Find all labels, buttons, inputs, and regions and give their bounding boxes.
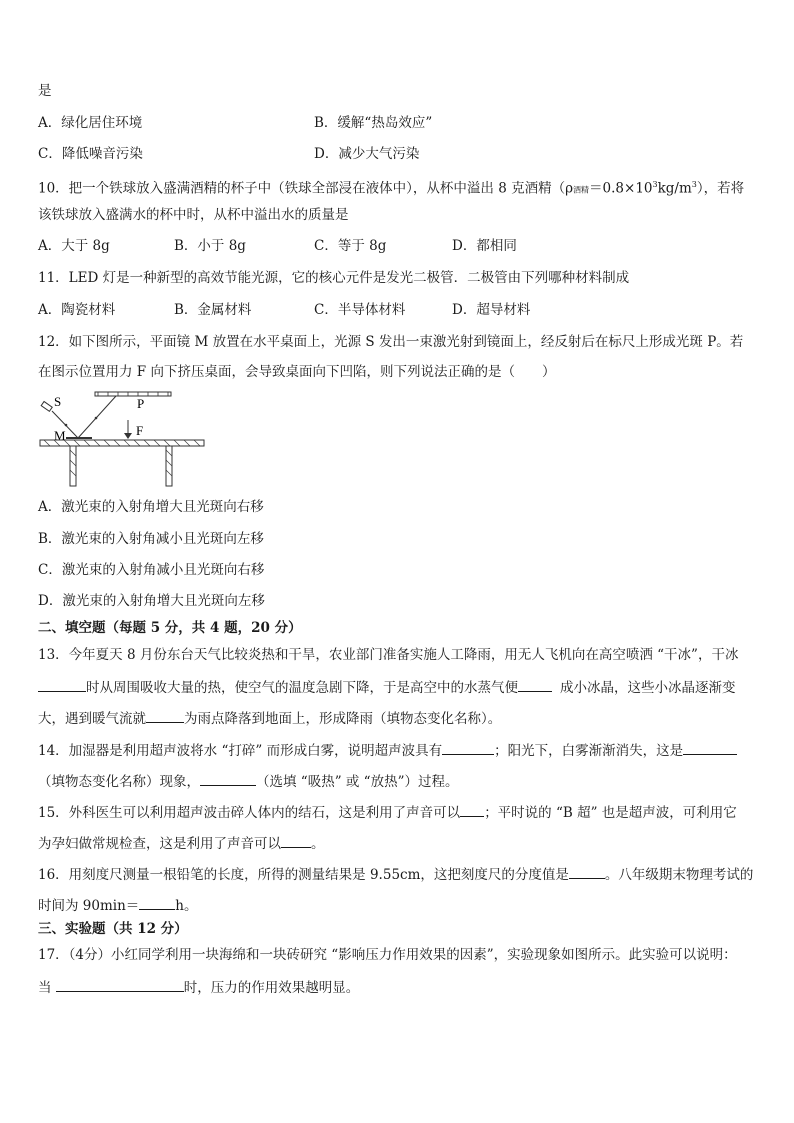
q14-stem-line1 — [38, 740, 737, 760]
ruler — [95, 392, 171, 396]
answer-blank[interactable] — [518, 677, 552, 692]
force-arrowhead — [124, 433, 132, 439]
q10-subscript: 酒精 — [573, 185, 590, 195]
answer-blank[interactable] — [281, 833, 311, 848]
q10-text-a: 10．把一个铁球放入盛满酒精的杯子中（铁球全部浸在液体中），从杯中溢出 8 克酒精（ρ — [38, 180, 574, 197]
q13-stem-line3 — [38, 708, 501, 728]
q10-superscript-2: 3 — [691, 180, 697, 189]
table-leg-left — [70, 446, 76, 486]
answer-blank[interactable] — [56, 977, 184, 992]
ray-arrow-dot — [95, 417, 98, 420]
q12-stem-line2: 在图示位置用力 F 向下挤压桌面，会导致桌面向下凹陷，则下列说法正确的是（ ） — [38, 364, 556, 380]
q10-option-b: B．小于 8g — [174, 238, 246, 254]
q14-stem-line2 — [38, 771, 458, 791]
reflected-ray — [78, 396, 116, 438]
q12-stem-line1: 12．如下图所示，平面镜 M 放置在水平桌面上，光源 S 发出一束激光射到镜面上，经反射后在标尺上形成光斑 P。若 — [38, 334, 744, 350]
q9-stem-tail: 是 — [38, 83, 52, 99]
q10-stem-line2: 该铁球放入盛满水的杯中时，从杯中溢出水的质量是 — [38, 207, 349, 223]
q11-option-c: C．半导体材料 — [314, 302, 406, 318]
q10-text-c: kg/m — [657, 180, 692, 197]
q10-superscript: 3 — [652, 180, 658, 189]
answer-blank[interactable] — [139, 895, 175, 910]
q10-stem-line1 — [38, 176, 744, 200]
answer-blank[interactable] — [146, 708, 184, 723]
table-leg-right — [166, 446, 172, 486]
q9-option-d: D．减少大气污染 — [314, 146, 420, 162]
label-f: F — [136, 423, 144, 438]
q16-text: 。八年级期末物理考试的 — [604, 867, 754, 883]
light-source — [41, 401, 52, 411]
section-2-heading: 二、填空题（每题 5 分，共 4 题，20 分） — [38, 620, 302, 636]
label-m: M — [54, 428, 66, 443]
q17-text: 时，压力的作用效果越明显。 — [183, 980, 360, 996]
q15-text: 为孕妇做常规检查，这是利用了声音可以 — [38, 836, 281, 852]
q10-option-c: C．等于 8g — [314, 238, 387, 254]
q16-stem-line2 — [38, 895, 198, 915]
q10-option-d: D．都相同 — [452, 238, 517, 254]
label-s: S — [54, 394, 62, 409]
q16-text: h。 — [175, 898, 198, 914]
q11-option-a: A．陶瓷材料 — [38, 302, 116, 318]
q15-stem-line1 — [38, 802, 737, 822]
q12-option-d: D．激光束的入射角增大且光斑向左移 — [38, 593, 265, 609]
q15-text: 。 — [311, 836, 325, 852]
q15-text: ；平时说的 “B 超” 也是超声波，可利用它 — [484, 805, 737, 821]
q13-text: 成小冰晶，这些小冰晶逐渐变 — [560, 680, 736, 696]
q9-option-a: A．绿化居住环境 — [38, 115, 143, 131]
section-3-heading: 三、实验题（共 12 分） — [38, 921, 188, 937]
q9-option-c: C．降低噪音污染 — [38, 146, 143, 162]
q17-text: 当 — [38, 980, 56, 996]
q14-text: ；阳光下，白雾渐渐消失，这是 — [494, 743, 684, 759]
q14-text: 14．加湿器是利用超声波将水 “打碎” 而形成白雾，说明超声波具有 — [38, 743, 443, 759]
q17-stem-line1: 17．（4分）小红同学利用一块海绵和一块砖研究 “影响压力作用效果的因素”，实验现象如图所示。此实验可以说明： — [38, 947, 737, 963]
q10-text-d: ），若将 — [696, 180, 745, 197]
q13-text: 大，遇到暖气流就 — [38, 711, 146, 727]
q13-text: 为雨点降落到地面上，形成降雨（填物态变化名称）。 — [184, 711, 502, 727]
mirror-table-figure — [38, 390, 208, 490]
answer-blank[interactable] — [38, 677, 86, 692]
q13-stem-line2 — [38, 677, 736, 697]
q14-text: （选填 “吸热” 或 “放热”）过程。 — [256, 774, 459, 790]
answer-blank[interactable] — [200, 771, 256, 786]
q12-option-c: C．激光束的入射角减小且光斑向右移 — [38, 562, 265, 578]
answer-blank[interactable] — [683, 740, 737, 755]
q10-text-b: ＝0.8×10 — [589, 180, 653, 197]
q11-stem: 11．LED 灯是一种新型的高效节能光源，它的核心元件是发光二极管．二极管由下列哪种材料制成 — [38, 270, 630, 286]
q16-text: 16．用刻度尺测量一根铅笔的长度，所得的测量结果是 9.55cm，这把刻度尺的分度值是 — [38, 867, 569, 883]
answer-blank[interactable] — [442, 740, 494, 755]
q16-text: 时间为 90min＝ — [38, 898, 140, 914]
ray-arrow-dot — [65, 424, 68, 427]
q10-option-a: A．大于 8g — [38, 238, 110, 254]
q12-option-b: B．激光束的入射角减小且光斑向左移 — [38, 531, 264, 547]
q11-option-b: B．金属材料 — [174, 302, 252, 318]
q14-text: （填物态变化名称）现象， — [38, 774, 200, 790]
answer-blank[interactable] — [460, 802, 484, 817]
q13-stem-line1: 13．今年夏天 8 月份东台天气比较炎热和干旱，农业部门准备实施人工降雨，用无人飞机向在高空喷洒 “干冰”，干冰 — [38, 647, 739, 663]
q16-stem-line1 — [38, 864, 753, 884]
q9-option-b: B．缓解“热岛效应” — [314, 115, 433, 131]
answer-blank[interactable] — [569, 864, 605, 879]
q17-stem-line2 — [38, 977, 359, 997]
q13-text: 时从周围吸收大量的热，使空气的温度急剧下降，于是高空中的水蒸气便 — [86, 680, 518, 696]
q15-stem-line2 — [38, 833, 325, 853]
q15-text: 15．外科医生可以利用超声波击碎人体内的结石，这是利用了声音可以 — [38, 805, 461, 821]
q12-option-a: A．激光束的入射角增大且光斑向右移 — [38, 499, 264, 515]
label-p: P — [137, 396, 145, 411]
q11-option-d: D．超导材料 — [452, 302, 531, 318]
